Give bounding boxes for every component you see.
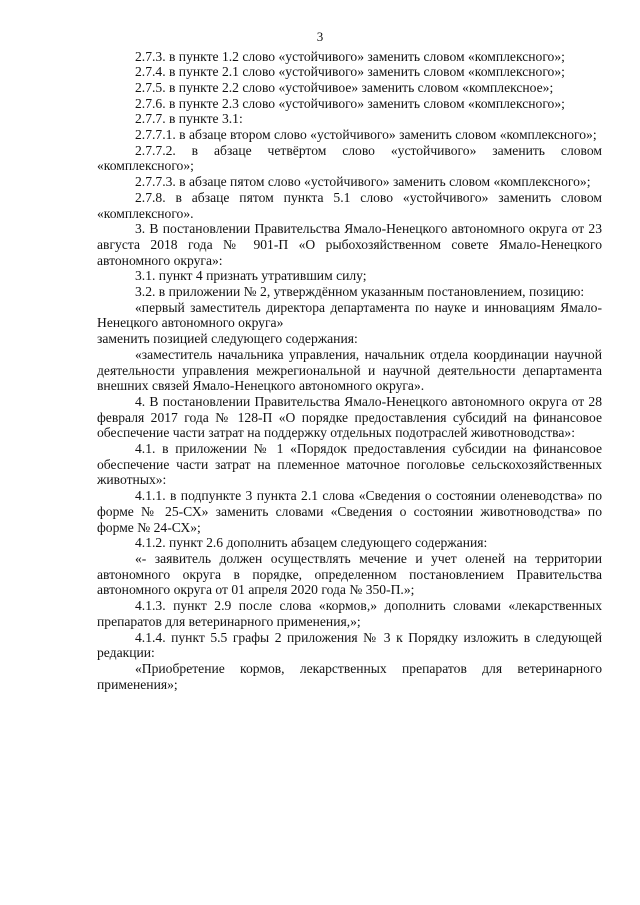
- page-number: 3: [316, 29, 324, 44]
- paragraph: 4.1.1. в подпункте 3 пункта 2.1 слова «Сведения о состоянии оленеводства» по форме № 25-СХ» заменить словами «Сведения о состоянии животноводства» по форме № 24-СХ»;: [97, 488, 602, 535]
- paragraph: «первый заместитель директора департамента по науке и инновациям Ямало-Ненецкого автономного округа»: [97, 299, 602, 331]
- paragraph: «заместитель начальника управления, начальник отдела координации научной деятельности управления межрегиональной и научной деятельности департамента внешних связей Ямало-Ненецкого автономного округа».: [97, 346, 602, 394]
- paragraph: 2.7.7.3. в абзаце пятом слово «устойчивого» заменить словом «комплексного»;: [135, 174, 591, 190]
- paragraph: заменить позицией следующего содержания:: [97, 331, 358, 347]
- paragraph: 3. В постановлении Правительства Ямало-Ненецкого автономного округа от 23 августа 2018 года № 901-П «О рыбохозяйственном совете Ямало-Ненецкого автономного округа»:: [97, 221, 602, 268]
- paragraph: 4.1.3. пункт 2.9 после слова «кормов,» дополнить словами «лекарственных препаратов для ветеринарного применения,»;: [97, 598, 602, 629]
- paragraph: 4.1.2. пункт 2.6 дополнить абзацем следующего содержания:: [135, 535, 488, 551]
- paragraph: 2.7.3. в пункте 1.2 слово «устойчивого» заменить словом «комплексного»;: [135, 48, 565, 64]
- paragraph: 2.7.7.2. в абзаце четвёртом слово «устойчивого» заменить словом «комплексного»;: [97, 142, 602, 174]
- paragraph: 4.1.4. пункт 5.5 графы 2 приложения № 3 к Порядку изложить в следующей редакции:: [97, 629, 602, 661]
- paragraph: 4.1. в приложении № 1 «Порядок предоставления субсидии на финансовое обеспечение части затрат на племенное маточное поголовье сельскохозяйственных животных»:: [97, 441, 602, 488]
- paragraph: 3.1. пункт 4 признать утратившим силу;: [135, 268, 367, 284]
- paragraph: «- заявитель должен осуществлять мечение и учет оленей на территории автономного округа в порядке, определенном постановлением Правительства автономного округа от 01 апреля 2020 года № 350-П.»;: [97, 551, 602, 598]
- paragraph: 4. В постановлении Правительства Ямало-Ненецкого автономного округа от 28 февраля 2017 года № 128-П «О порядке предоставления субсидий на финансовое обеспечение части затрат на поддержку отдельных подотраслей животноводства»:: [97, 393, 602, 441]
- paragraph: 2.7.7.1. в абзаце втором слово «устойчивого» заменить словом «комплексного»;: [135, 127, 597, 143]
- paragraph: 2.7.6. в пункте 2.3 слово «устойчивого» заменить словом «комплексного»;: [135, 95, 565, 111]
- paragraph: 2.7.5. в пункте 2.2 слово «устойчивое» заменить словом «комплексное»;: [135, 79, 554, 95]
- paragraph: «Приобретение кормов, лекарственных препаратов для ветеринарного применения»;: [97, 660, 602, 692]
- paragraph: 2.7.4. в пункте 2.1 слово «устойчивого» заменить словом «комплексного»;: [135, 64, 565, 80]
- document-body: [97, 49, 602, 693]
- paragraph: 3.2. в приложении № 2, утверждённом указанным постановлением, позицию:: [135, 284, 585, 300]
- paragraph: 2.7.7. в пункте 3.1:: [135, 111, 243, 127]
- paragraph: 2.7.8. в абзаце пятом пункта 5.1 слово «устойчивого» заменить словом «комплексного».: [97, 189, 602, 221]
